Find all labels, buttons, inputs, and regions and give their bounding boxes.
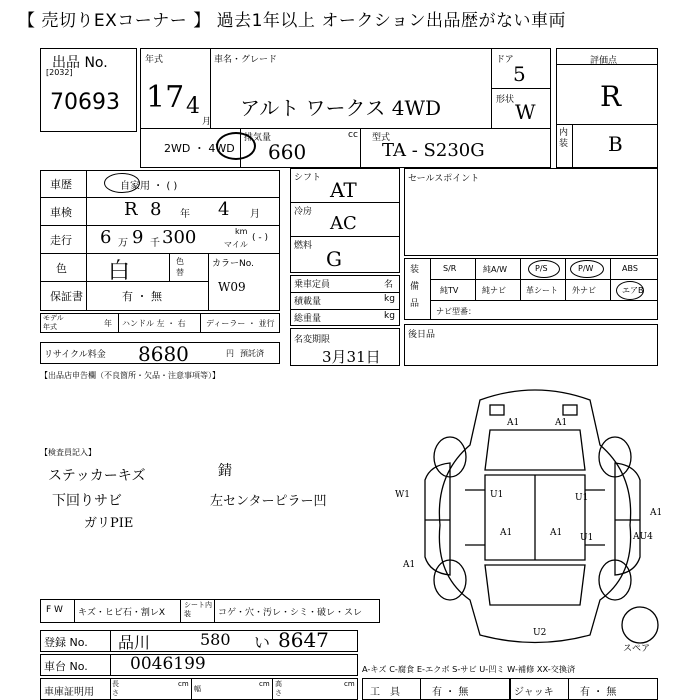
recycle-note: 預託済 (240, 349, 264, 358)
mileage-unit-km: km (235, 227, 248, 236)
doors-value: 5 (513, 62, 526, 86)
mileage-unit-man: 万 (118, 238, 128, 249)
mark-w1: W1 (395, 490, 410, 500)
nav-model-label: ナビ型番： (436, 307, 476, 316)
mark-a1f: A1 (650, 508, 663, 518)
shift-label: シフト (294, 173, 322, 183)
weight-unit: kg (384, 311, 395, 321)
grade-value: R (600, 80, 622, 113)
equip-airbag: エアB (622, 286, 644, 295)
weight-label: 総重量 (294, 314, 322, 324)
airbag-circle (616, 281, 644, 300)
pw-circle (570, 260, 604, 278)
tools-label: 工 具 (370, 687, 400, 698)
inspector-note-4: 錆 (218, 463, 232, 479)
car-value: アルト ワークス 4WD (240, 96, 442, 120)
history-options: 自家用 ・ ( ) (120, 181, 178, 192)
mark-u1a: U1 (490, 490, 504, 500)
cert-length-unit: cm (178, 680, 189, 688)
ps-circle (528, 260, 560, 278)
year-label: 年式 (145, 55, 164, 65)
equip-sr: S/R (443, 264, 457, 273)
equip-tv: 純TV (440, 286, 459, 295)
mileage-unit-sen: 千 (150, 238, 160, 249)
lot-number: 70693 (50, 90, 120, 115)
displacement-unit: cc (348, 130, 358, 140)
drive-label: 2WD ・ 4WD (164, 142, 235, 155)
reg-label: 登録 No. (44, 636, 88, 649)
after-day-label: 後日品 (408, 330, 436, 340)
reg-num: 8647 (278, 628, 329, 652)
equipment-label: 装備品 (410, 265, 420, 309)
reg-city: 品川 (118, 633, 151, 652)
handle-label: ハンドル 左 ・ 右 (122, 319, 186, 328)
color-change-label: 色替 (176, 257, 184, 277)
reg-kana: い (254, 633, 271, 652)
seat-label: シート内装 (184, 601, 212, 618)
inspector-note-3: ガリPIE (84, 516, 134, 531)
mileage-unit-mile: マイル (224, 240, 248, 249)
equip-abs: ABS (622, 264, 638, 273)
load-label: 積載量 (294, 297, 322, 307)
aircon-label: 冷房 (294, 207, 313, 217)
equip-pw: P/W (578, 264, 594, 273)
inspector-note-1: ステッカーキズ (48, 468, 146, 484)
registration-value: 3月31日 (322, 348, 381, 366)
cert-width-unit: cm (259, 680, 270, 688)
fuel-value: G (326, 247, 342, 271)
model-year-label: モデル年式 (43, 314, 64, 331)
displacement-value: 660 (268, 140, 307, 164)
mark-u2: U2 (533, 628, 547, 638)
equip-extnav: 外ナビ (572, 286, 596, 295)
warranty-label: 保証書 (50, 290, 83, 303)
header-title: 【 売切りEXコーナー 】 過去1年以上 オークション出品歴がない車両 (18, 11, 566, 31)
load-unit: kg (384, 294, 395, 304)
tools-options: 有 ・ 無 (432, 687, 469, 698)
equip-aw: 純A/W (483, 265, 508, 274)
cert-width: 幅 (194, 685, 201, 693)
inspector-note-2: 下回りサビ (52, 493, 122, 509)
year-month-unit: 月 (202, 117, 212, 127)
mark-u1b: U1 (575, 493, 589, 503)
capacity-label: 乗車定員 (294, 280, 331, 290)
recycle-label: リサイクル料金 (44, 350, 106, 360)
color-label: 色 (56, 262, 67, 275)
inspection-month-unit: 月 (250, 209, 260, 220)
mark-a1b: A1 (550, 528, 563, 538)
inspection-year: 8 (150, 199, 162, 220)
mark-a1a: A1 (500, 528, 513, 538)
sales-point-label: セールスポイント (408, 174, 480, 184)
chassis-label: 車台 No. (44, 660, 88, 673)
seller-label: 【出品店申告欄（不良箇所・欠品・注意事項等）】 (40, 371, 220, 380)
interior-value: B (608, 132, 623, 156)
car-diagram (395, 385, 670, 655)
mark-au4: AU4 (633, 532, 653, 542)
cert-length: 長さ (112, 680, 119, 697)
cert-height-unit: cm (344, 680, 355, 688)
after-day-box (404, 324, 658, 366)
shift-value: AT (330, 178, 357, 202)
color-no-label: カラーNo. (212, 259, 254, 269)
jack-options: 有 ・ 無 (580, 687, 617, 698)
chassis-value: 0046199 (130, 654, 206, 674)
equip-nav: 純ナビ (482, 286, 506, 295)
model-label: 型式 (372, 133, 391, 143)
registration-label: 名変期限 (294, 335, 331, 345)
mileage-sen: 9 (132, 227, 144, 248)
capacity-unit: 名 (384, 280, 394, 290)
interior-label: 内装 (559, 128, 569, 149)
doors-label: ドア (496, 55, 514, 65)
mark-a1e: A1 (403, 560, 416, 570)
year-month: 4 (186, 94, 200, 119)
fw-desc: キズ・ヒビ石・割レX (78, 608, 165, 618)
displacement-label: 排気量 (244, 133, 272, 143)
history-label: 車歴 (50, 178, 72, 191)
damage-legend: A-キズ C-腐食 E-エクボ S-サビ U-凹ミ W-補修 XX-交換済 (362, 664, 576, 674)
mark-a1d: A1 (555, 418, 568, 428)
grade-label: 評価点 (590, 56, 618, 66)
year-value: 17 (146, 80, 185, 115)
mark-a1c: A1 (507, 418, 520, 428)
shape-value: W (515, 100, 536, 124)
inspector-note-5: 左センターピラー凹 (210, 494, 327, 509)
color-value: 白 (108, 259, 131, 284)
jack-label: ジャッキ (514, 687, 554, 698)
dealer-label: ディーラー ・ 並行 (206, 319, 275, 328)
recycle-value: 8680 (138, 342, 189, 366)
equip-seat: 革シート (526, 286, 558, 295)
inspection-month: 4 (218, 199, 230, 220)
model-value: TA - S230G (382, 140, 485, 161)
mileage-man: 6 (100, 227, 112, 248)
mileage-meter: ( - ) (252, 233, 268, 243)
equip-ps: P/S (535, 264, 548, 273)
history-circle (104, 173, 140, 193)
warranty-options: 有 ・ 無 (122, 290, 162, 303)
inspector-label: 【検査員記入】 (40, 448, 96, 457)
spare-label: スペア (623, 644, 651, 654)
mileage-rest: 300 (162, 227, 197, 248)
cert-height: 高さ (275, 680, 282, 697)
color-no-value: W09 (218, 280, 246, 294)
inspection-year-unit: 年 (180, 209, 190, 220)
cert-label: 車庫証明用 (44, 687, 94, 698)
mileage-label: 走行 (50, 234, 72, 247)
reg-class: 580 (200, 630, 231, 649)
recycle-unit: 円 (226, 349, 234, 358)
fw-label: F W (46, 605, 63, 615)
model-year-unit: 年 (104, 319, 112, 328)
aircon-value: AC (330, 213, 357, 234)
inspection-era: R (124, 199, 138, 220)
inspection-label: 車検 (50, 206, 72, 219)
shape-label: 形状 (496, 95, 515, 105)
fuel-label: 燃料 (294, 241, 313, 251)
mark-u1c: U1 (580, 533, 594, 543)
lot-label: 出品 No. (52, 55, 108, 71)
lot-sub: [2032] (46, 68, 73, 77)
seat-desc: コゲ・穴・汚レ・シミ・破レ・スレ (218, 608, 363, 618)
car-label: 車名・グレード (214, 55, 278, 65)
